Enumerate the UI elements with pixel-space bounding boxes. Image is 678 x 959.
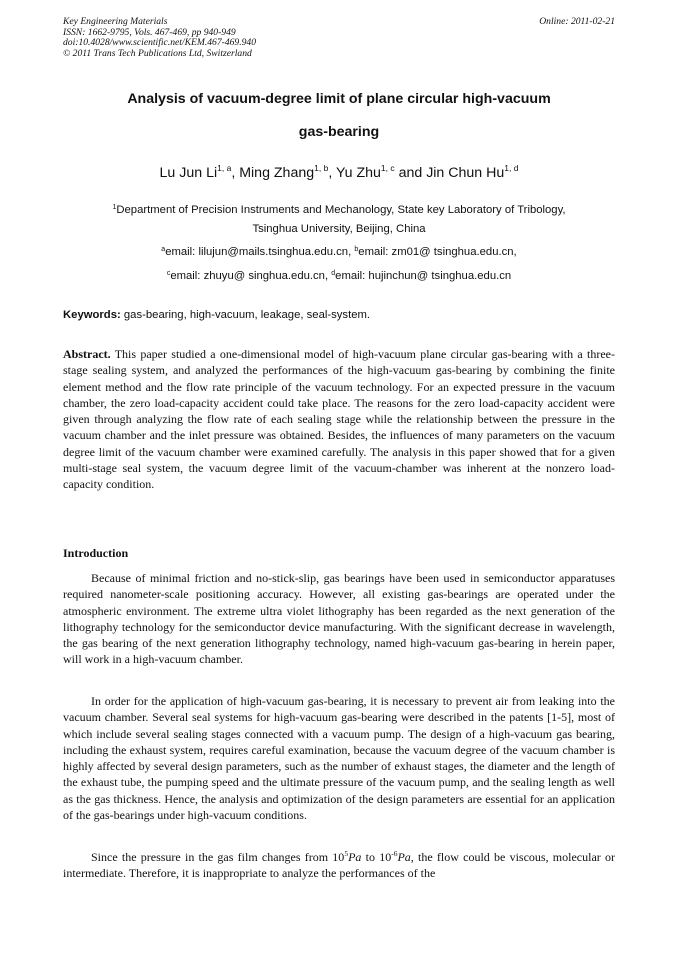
abstract <box>63 346 615 493</box>
author-name: Yu Zhu <box>335 165 381 181</box>
email-link[interactable]: email: hujinchun@ tsinghua.edu.cn <box>335 270 512 282</box>
email-link[interactable]: email: zm01@ tsinghua.edu.cn, <box>358 246 517 258</box>
keywords-label: Keywords: <box>63 309 121 321</box>
author-name: Lu Jun Li <box>159 165 218 181</box>
copyright-line: © 2011 Trans Tech Publications Ltd, Switzerland <box>63 47 252 59</box>
author-separator: , <box>231 165 240 181</box>
journal-name: Key Engineering Materials <box>63 16 168 27</box>
affiliation-line-2: Tsinghua University, Beijing, China <box>252 223 426 235</box>
email-line-2: $^c$email: zhuyu@ singhua.edu.cn, $^d$email: hujinchun@ tsinghua.edu.cn <box>166 270 512 282</box>
keywords-text: gas-bearing, high-vacuum, leakage, seal-system. <box>120 309 371 321</box>
author-list <box>63 165 615 181</box>
email-link[interactable]: email: lilujun@mails.tsinghua.edu.cn, <box>165 246 355 258</box>
intro-paragraph-2: In order for the application of high-vacuum gas-bearing, it is necessary to prevent air from leaking into the vacuum chamber. Several seal systems for high-vacuum gas-bearing were described in the patents [1-5], most of which include several sealing stages connected with a vacuum pump. The design of a high-vacuum gas bearing, including the exhaust system, requires careful examination, because the vacuum degree of the vacuum chamber is highly affected by several design parameters, such as the number of exhaust stages, the diameter and the length of the exhaust tube, the pumping speed and the ultimate pressure of the vacuum pump, and the sealing length as well as the gas thickness. Hence, the analysis and optimization of the design parameters are essential for an application of the gas-bearings under high-vacuum conditions. <box>63 694 615 823</box>
abstract-label: Abstract. <box>63 347 111 361</box>
paper-title-line-2: gas-bearing <box>298 124 380 140</box>
author-name: Ming Zhang <box>239 165 315 181</box>
abstract-text: This paper studied a one-dimensional model of high-vacuum plane circular gas-bearing with a three-stage sealing system, and analyzed the performances of the high-vacuum gas-bearing by combining the finite element method and the flow rate principle of the vacuum technology. For an expected pressure in the vacuum chamber, the zero load-capacity accident could take place. The reasons for the zero load-capacity accident were given through analyzing the flow rate of each sealing stage while the relationship between the pressure in the vacuum chamber and the inlet pressure was obtained. Besides, the influences of many parameters on the vacuum degree limit of the vacuum chamber were examined carefully. The analysis in this paper showed that for a given multi-stage seal system, the vacuum degree limit of the vacuum-chamber was inherent at the nonzero load-capacity condition. <box>63 347 615 492</box>
intro-paragraph-1: Because of minimal friction and no-stick-slip, gas bearings have been used in semiconductor apparatuses required nanometer-scale positioning accuracy. However, all existing gas-bearings are operated under the atmospheric environment. The extreme ultra violet lithography has been regarded as the next generation of the lithography technology for the semiconductor device manufacturing. With the significant decrease in wavelength, the gas bearing of the next generation lithography technology, named high-vacuum gas-bearing in herein paper, will work in a high-vacuum chamber. <box>63 571 615 667</box>
issn-line: ISSN: 1662-9795, Vols. 467-469, pp 940-949 <box>63 26 236 38</box>
affiliation-mark: 1 <box>112 204 117 211</box>
doi-line[interactable]: doi:10.4028/www.scientific.net/KEM.467-469.940 <box>63 37 257 49</box>
email-line-1: $^a$email: lilujun@mails.tsinghua.edu.cn, $^b$email: zm01@ tsinghua.edu.cn, <box>161 246 517 258</box>
author-affil-mark: 1, d <box>504 163 519 173</box>
author-separator: , <box>328 165 336 181</box>
author-affil-mark: 1, a <box>217 163 232 173</box>
author-affil-mark: 1, b <box>314 163 329 173</box>
section-heading-introduction: Introduction <box>63 546 129 560</box>
journal-header <box>63 17 615 59</box>
author-separator: and <box>394 165 427 181</box>
author-name: Jin Chun Hu <box>426 165 505 181</box>
email-link[interactable]: email: zhuyu@ singhua.edu.cn, <box>170 270 332 282</box>
paper-title-line-1: Analysis of vacuum-degree limit of plane circular high-vacuum <box>127 91 551 107</box>
intro-paragraph-3: Since the pressure in the gas film changes from $10^5Pa$ to $10^{-6}Pa$, the flow could be viscous, molecular or intermediate. Therefore, it is inappropriate to analyze the performances of the <box>63 849 615 881</box>
author-affil-mark: 1, c <box>380 163 395 173</box>
keywords <box>63 309 615 321</box>
online-date: Online: 2011-02-21 <box>539 16 615 27</box>
affiliation-line-1: $^1$Department of Precision Instruments and Mechanology, State key Laboratory of Tribology, <box>112 204 566 216</box>
